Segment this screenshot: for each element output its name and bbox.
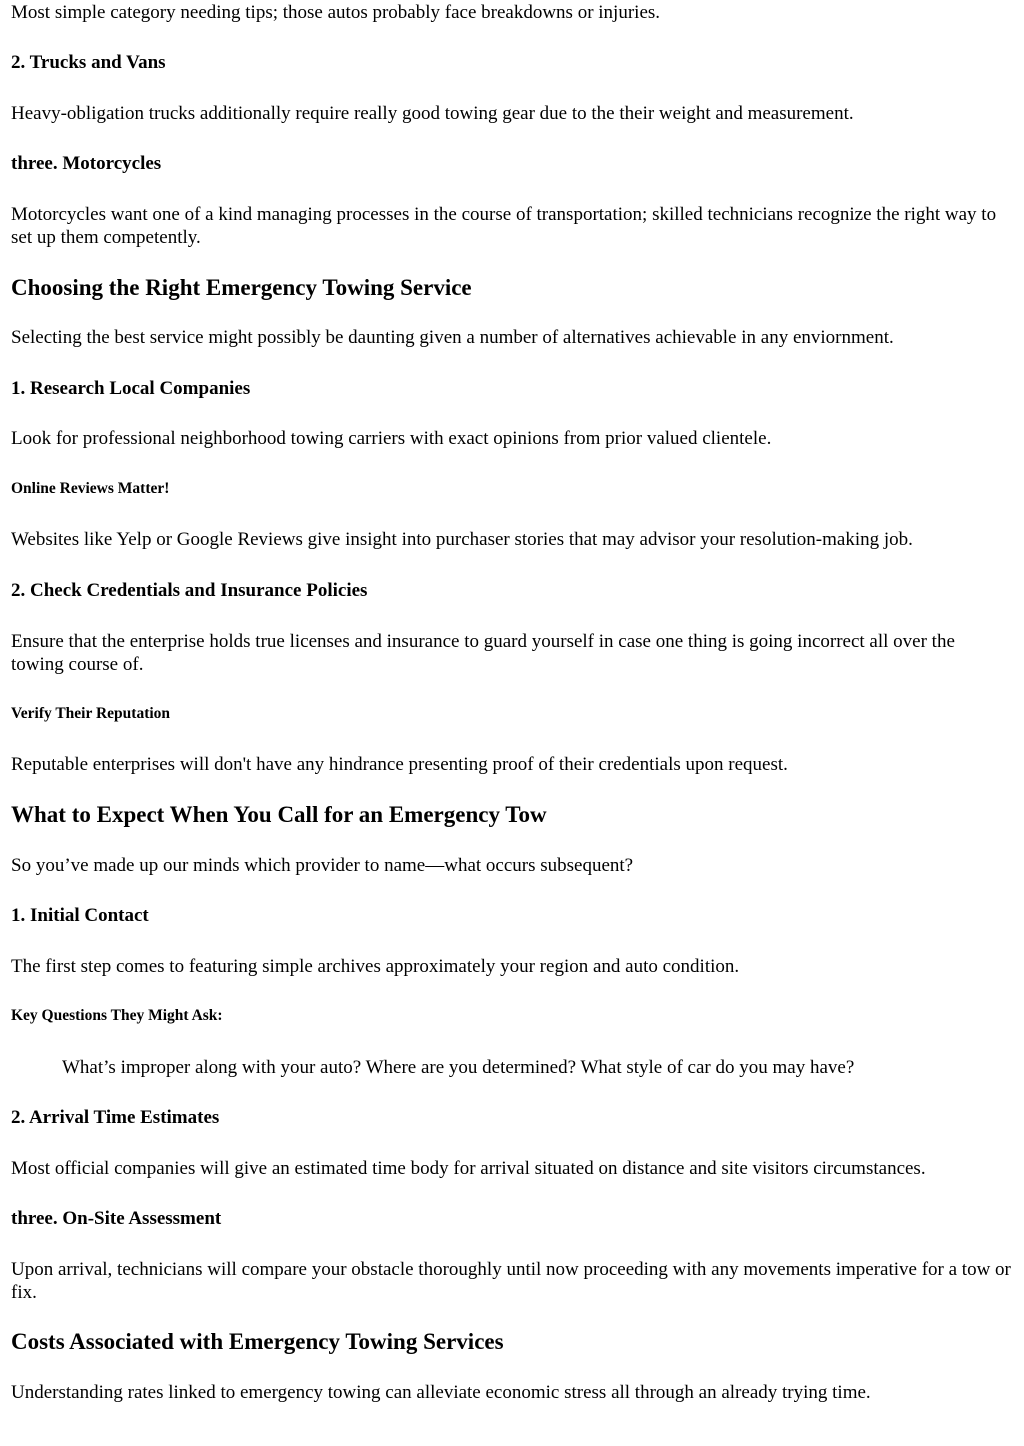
heading-choosing-service: Choosing the Right Emergency Towing Service — [11, 275, 472, 300]
paragraph-cars-intro: Most simple category needing tips; those autos probably face breakdowns or injuries. — [11, 2, 661, 23]
paragraph-arrival-time: Most official companies will give an estimated time body for arrival situated on distance and site visitors circumstances. — [11, 1158, 926, 1179]
subheading-credentials: 2. Check Credentials and Insurance Policies — [11, 580, 368, 601]
paragraph-reputation: Reputable enterprises will don't have any hindrance presenting proof of their credentials upon request. — [11, 754, 788, 775]
minor-heading-verify-reputation: Verify Their Reputation — [11, 705, 171, 722]
blockquote-questions: What’s improper along with your auto? Where are you determined? What style of car do you may have? — [62, 1057, 855, 1078]
paragraph-reviews: Websites like Yelp or Google Reviews give insight into purchaser stories that may advisor your resolution-making job. — [11, 529, 913, 550]
subheading-trucks-vans: 2. Trucks and Vans — [11, 52, 166, 73]
subheading-research-local: 1. Research Local Companies — [11, 378, 251, 399]
paragraph-motorcycles: Motorcycles want one of a kind managing processes in the course of transportation; skilled technicians recognize the right way to set up them competently. — [11, 204, 997, 248]
paragraph-expect-intro: So you’ve made up our minds which provider to name—what occurs subsequent? — [11, 855, 634, 876]
paragraph-credentials: Ensure that the enterprise holds true licenses and insurance to guard yourself in case one thing is going incorrect all over the towing course of. — [11, 631, 955, 675]
heading-costs: Costs Associated with Emergency Towing Services — [11, 1329, 504, 1354]
paragraph-selecting: Selecting the best service might possibly be daunting given a number of alternatives achievable in any enviornment. — [11, 327, 894, 348]
subheading-arrival-time: 2. Arrival Time Estimates — [11, 1107, 220, 1128]
paragraph-on-site: Upon arrival, technicians will compare your obstacle thoroughly until now proceeding with any movements imperative for a tow or fix. — [11, 1259, 1011, 1303]
paragraph-research: Look for professional neighborhood towing carriers with exact opinions from prior valued clientele. — [11, 428, 772, 449]
subheading-on-site-assessment: three. On-Site Assessment — [11, 1208, 222, 1229]
subheading-motorcycles: three. Motorcycles — [11, 153, 162, 174]
minor-heading-key-questions: Key Questions They Might Ask: — [11, 1007, 223, 1024]
heading-what-to-expect: What to Expect When You Call for an Emergency Tow — [11, 802, 547, 827]
paragraph-trucks: Heavy-obligation trucks additionally require really good towing gear due to the their weight and measurement. — [11, 103, 854, 124]
paragraph-initial-contact: The first step comes to featuring simple archives approximately your region and auto condition. — [11, 956, 740, 977]
paragraph-costs: Understanding rates linked to emergency towing can alleviate economic stress all through an already trying time. — [11, 1382, 871, 1403]
minor-heading-online-reviews: Online Reviews Matter! — [11, 480, 170, 497]
subheading-initial-contact: 1. Initial Contact — [11, 905, 149, 926]
